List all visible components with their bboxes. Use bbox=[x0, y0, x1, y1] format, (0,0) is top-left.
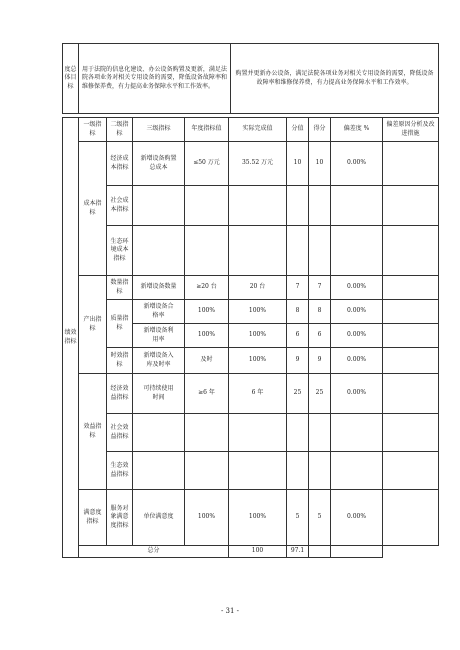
page-number: - 31 - bbox=[220, 607, 240, 615]
output-quality-target-2: 100% bbox=[185, 324, 229, 348]
header-level3: 三级指标 bbox=[133, 118, 185, 142]
performance-indicator-table bbox=[62, 117, 439, 558]
cost-economic-score: 10 bbox=[287, 142, 309, 186]
output-quality-target-1: 100% bbox=[185, 300, 229, 324]
header-analysis: 偏差原因分析及改进措施 bbox=[383, 118, 439, 142]
header-target: 年度指标值 bbox=[185, 118, 229, 142]
table-row bbox=[63, 186, 439, 226]
output-label: 产出指标 bbox=[79, 276, 107, 374]
total-got: 97.1 bbox=[287, 546, 309, 558]
total-score: 100 bbox=[229, 546, 287, 558]
cost-economic-target: ≤50 万元 bbox=[185, 142, 229, 186]
actual-goal-text: 购置并更新办公设备，满足法院各项业务对相关专用设备的需要，降低设备故障率和维修保养费，有力提高业务保障水平和工作效率。 bbox=[231, 44, 439, 114]
output-quality-actual-2: 100% bbox=[229, 324, 287, 348]
benefit-economic-score: 25 bbox=[287, 374, 309, 414]
header-level1: 一级指标 bbox=[79, 118, 107, 142]
satisfaction-dev: 0.00% bbox=[331, 490, 383, 546]
planned-goal-text: 用于法院的信息化建设、办公设备购置及更新，满足法院各项业务对相关专用设备的需要，降低设备故障率和维修保养费，有力提高业务保障水平和工作效率。 bbox=[79, 44, 231, 114]
output-quality-name-2: 新增设备利用率 bbox=[133, 324, 185, 348]
cost-social-label: 社会成本指标 bbox=[107, 186, 133, 226]
satisfaction-score: 5 bbox=[287, 490, 309, 546]
benefit-economic-target: ≥6 年 bbox=[185, 374, 229, 414]
benefit-economic-actual: 6 年 bbox=[229, 374, 287, 414]
cost-economic-dev: 0.00% bbox=[331, 142, 383, 186]
table-row bbox=[63, 348, 439, 374]
table-row bbox=[63, 300, 439, 324]
table-row bbox=[63, 452, 439, 490]
goal-label-cell: 度总体目标 bbox=[63, 44, 79, 114]
table-row bbox=[63, 226, 439, 276]
output-timeliness-got: 9 bbox=[309, 348, 331, 374]
benefit-economic-got: 25 bbox=[309, 374, 331, 414]
satisfaction-actual: 100% bbox=[229, 490, 287, 546]
table-row bbox=[63, 374, 439, 414]
output-timeliness-score: 9 bbox=[287, 348, 309, 374]
output-quantity-dev: 0.00% bbox=[331, 276, 383, 300]
output-timeliness-target: 及时 bbox=[185, 348, 229, 374]
satisfaction-got: 5 bbox=[309, 490, 331, 546]
output-timeliness-name: 新增设备入库及时率 bbox=[133, 348, 185, 374]
table-row bbox=[63, 414, 439, 452]
output-quantity-score: 7 bbox=[287, 276, 309, 300]
output-quality-score-2: 6 bbox=[287, 324, 309, 348]
benefit-social-label: 社会效益指标 bbox=[107, 414, 133, 452]
output-quality-dev-2: 0.00% bbox=[331, 324, 383, 348]
table-row bbox=[63, 276, 439, 300]
table-row bbox=[63, 490, 439, 546]
output-timeliness-dev: 0.00% bbox=[331, 348, 383, 374]
output-quality-label: 质量指标 bbox=[107, 300, 133, 348]
output-quantity-actual: 20 台 bbox=[229, 276, 287, 300]
satisfaction-target: 100% bbox=[185, 490, 229, 546]
header-got: 得分 bbox=[309, 118, 331, 142]
output-timeliness-label: 时效指标 bbox=[107, 348, 133, 374]
satisfaction-name: 单位满意度 bbox=[133, 490, 185, 546]
cost-economic-label: 经济成本指标 bbox=[107, 142, 133, 186]
table-row bbox=[63, 142, 439, 186]
benefit-label: 效益指标 bbox=[79, 374, 107, 490]
cost-economic-got: 10 bbox=[309, 142, 331, 186]
cost-eco-label: 生态环境成本指标 bbox=[107, 226, 133, 276]
output-timeliness-actual: 100% bbox=[229, 348, 287, 374]
benefit-eco-label: 生态效益指标 bbox=[107, 452, 133, 490]
header-level2: 二级指标 bbox=[107, 118, 133, 142]
header-deviation: 偏差度 % bbox=[331, 118, 383, 142]
satisfaction-label: 满意度指标 bbox=[79, 490, 107, 546]
output-quality-name-1: 新增设备合格率 bbox=[133, 300, 185, 324]
overall-goal-table bbox=[62, 43, 439, 114]
output-quality-got-1: 8 bbox=[309, 300, 331, 324]
total-row bbox=[63, 546, 439, 558]
output-quality-score-1: 8 bbox=[287, 300, 309, 324]
header-score: 分值 bbox=[287, 118, 309, 142]
output-quantity-target: ≥20 台 bbox=[185, 276, 229, 300]
output-quality-actual-1: 100% bbox=[229, 300, 287, 324]
perf-label-cell: 绩效指标 bbox=[63, 118, 79, 558]
output-quantity-name: 新增设备数量 bbox=[133, 276, 185, 300]
total-label: 总分 bbox=[79, 546, 229, 558]
header-row bbox=[63, 118, 439, 142]
cost-economic-analysis bbox=[383, 142, 439, 186]
cost-label: 成本指标 bbox=[79, 142, 107, 276]
output-quality-got-2: 6 bbox=[309, 324, 331, 348]
benefit-economic-dev: 0.00% bbox=[331, 374, 383, 414]
output-quantity-label: 数量指标 bbox=[107, 276, 133, 300]
output-quality-dev-1: 0.00% bbox=[331, 300, 383, 324]
header-actual: 实际完成值 bbox=[229, 118, 287, 142]
cost-economic-actual: 35.52 万元 bbox=[229, 142, 287, 186]
benefit-economic-name: 可持续使用时间 bbox=[133, 374, 185, 414]
benefit-economic-label: 经济效益指标 bbox=[107, 374, 133, 414]
output-quantity-got: 7 bbox=[309, 276, 331, 300]
satisfaction-sublabel: 服务对象满意度指标 bbox=[107, 490, 133, 546]
cost-economic-name: 新增设备购置总成本 bbox=[133, 142, 185, 186]
